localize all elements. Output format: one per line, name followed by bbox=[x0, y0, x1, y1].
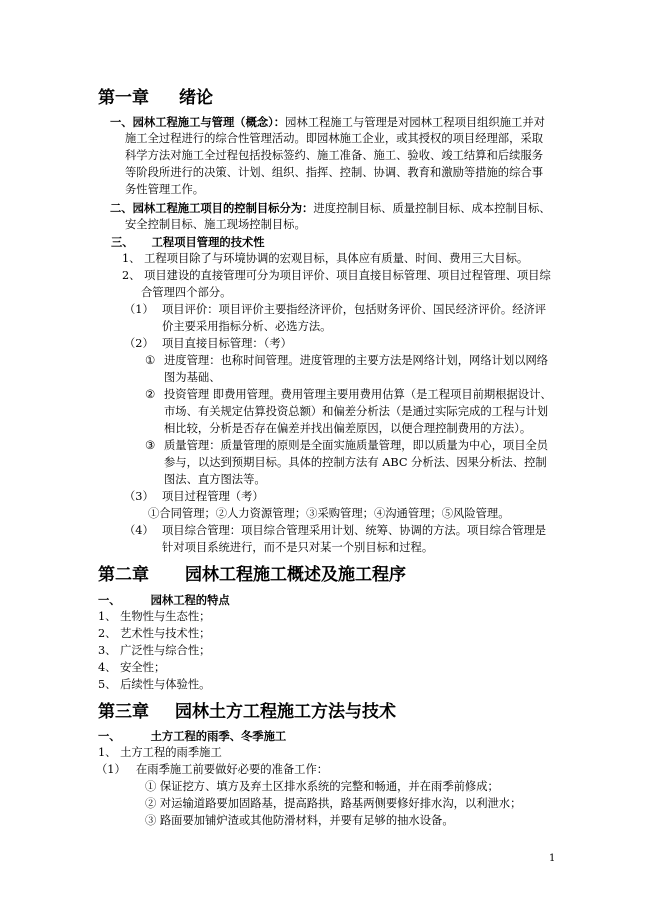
ch1-c3-line3: 图法、直方图法等。 bbox=[164, 473, 266, 486]
ch1-c2-line1: 投资管理 即费用管理。费用管理主要用费用估算（是工程项目前期根据设计、 bbox=[164, 388, 552, 401]
ch3-c2: ② 对运输道路要加固路基，提高路拱，路基两侧要修好排水沟，以利泄水； bbox=[145, 797, 522, 810]
chapter1-number: 第一章 bbox=[98, 88, 149, 108]
chapter2-number: 第二章 bbox=[98, 565, 149, 585]
ch1-s3-num: 三、 bbox=[111, 235, 134, 249]
ch2-item-5: 5、 后续性与体验性。 bbox=[98, 678, 211, 691]
ch1-p3-text: 项目过程管理（考） bbox=[162, 490, 264, 503]
ch3-p1-num: （1） bbox=[96, 763, 126, 776]
ch1-c2-num: ② bbox=[145, 388, 156, 401]
ch1-p4-line1: 项目综合管理：项目综合管理采用计划、统筹、协调的方法。项目综合管理是 bbox=[162, 524, 547, 537]
ch1-p2-text: 项目直接目标管理：（考） bbox=[162, 337, 292, 350]
ch3-s1-heading bbox=[98, 729, 286, 743]
ch1-c2-line3: 相比较，分析是否存在偏差并找出偏差原因，以便合理控制费用的方法）。 bbox=[164, 422, 532, 435]
ch2-item-1: 1、 生物性与生态性； bbox=[98, 610, 211, 623]
page-number: 1 bbox=[549, 853, 556, 864]
ch1-s3-title: 工程项目管理的技术性 bbox=[151, 235, 265, 249]
ch1-p3-items: ①合同管理；②人力资源管理；③采购管理；④沟通管理；⑤风险管理。 bbox=[148, 507, 510, 520]
ch2-item-4: 4、 安全性； bbox=[98, 661, 166, 674]
ch1-s1-label: 一、园林工程施工与管理（概念）： bbox=[110, 115, 286, 129]
ch3-s1-title: 土方工程的雨季、冬季施工 bbox=[150, 729, 287, 743]
ch1-p2-num: （2） bbox=[124, 337, 154, 350]
chapter3-heading bbox=[98, 702, 396, 722]
ch1-c3-line2: 参与，以达到预期目标。具体的控制方法有 ABC 分析法、因果分析法、控制 bbox=[164, 456, 547, 469]
ch1-c1-line2: 图为基础、 bbox=[164, 371, 221, 384]
ch1-s1-line1 bbox=[110, 115, 545, 130]
ch3-c3: ③ 路面要加铺炉渣或其他防滑材料，并要有足够的抽水设备。 bbox=[145, 814, 454, 827]
ch1-s2-line1 bbox=[110, 201, 551, 216]
ch3-c1: ① 保证挖方、填方及弃土区排水系统的完整和畅通，并在雨季前修成； bbox=[145, 780, 499, 793]
chapter2-title: 园林工程施工概述及施工程序 bbox=[185, 565, 406, 585]
ch3-item1: 1、 土方工程的雨季施工 bbox=[98, 746, 222, 759]
ch1-p3-num: （3） bbox=[124, 490, 154, 503]
ch1-p1-line2: 价主要采用指标分析、必选方法。 bbox=[162, 320, 332, 333]
ch1-c2-line2: 市场、有关规定估算投资总额）和偏差分析法（是通过实际完成的工程与计划 bbox=[164, 405, 549, 418]
ch2-s1-heading bbox=[98, 593, 230, 607]
ch1-s2-line2: 安全控制目标、施工现场控制目标。 bbox=[125, 218, 306, 231]
ch1-s1-line5: 务性管理工作。 bbox=[125, 183, 205, 196]
ch2-item-3: 3、 广泛性与综合性； bbox=[98, 644, 211, 657]
ch1-item2-line1: 2、 项目建设的直接管理可分为项目评价、项目直接目标管理、项目过程管理、项目综 bbox=[122, 269, 551, 282]
ch2-s1-num: 一、 bbox=[98, 593, 121, 607]
ch1-c1-line1: 进度管理：也称时间管理。进度管理的主要方法是网络计划，网络计划以网络 bbox=[164, 354, 549, 367]
ch1-s2-text1: 进度控制目标、质量控制目标、成本控制目标、 bbox=[313, 202, 551, 215]
ch1-p4-num: （4） bbox=[124, 524, 154, 537]
ch1-s1-line2: 施工全过程进行的综合性管理活动。即园林施工企业，或其授权的项目经理部，采取 bbox=[125, 132, 543, 145]
ch1-p1-num: （1） bbox=[124, 303, 154, 316]
ch1-s1-line4: 等阶段所进行的决策、计划、组织、指挥、控制、协调、教育和激励等措施的综合事 bbox=[125, 166, 543, 179]
chapter3-title: 园林土方工程施工方法与技术 bbox=[175, 702, 396, 722]
ch2-s1-title: 园林工程的特点 bbox=[150, 593, 230, 607]
ch1-item1: 1、 工程项目除了与环境协调的宏观目标，具体应有质量、时间、费用三大目标。 bbox=[122, 252, 529, 265]
ch1-c1-num: ① bbox=[145, 354, 156, 367]
ch1-c3-line1: 质量管理：质量管理的原则是全面实施质量管理，即以质量为中心，项目全员 bbox=[164, 439, 549, 452]
ch3-s1-num: 一、 bbox=[98, 729, 121, 743]
chapter1-heading bbox=[98, 88, 213, 108]
chapter2-heading bbox=[98, 565, 406, 585]
ch2-item-2: 2、 艺术性与技术性； bbox=[98, 627, 211, 640]
ch1-p4-line2: 针对项目系统进行，而不是只对某一个别目标和过程。 bbox=[162, 541, 434, 554]
chapter1-title: 绪论 bbox=[179, 88, 213, 108]
ch3-p1-text: 在雨季施工前要做好必要的准备工作： bbox=[136, 763, 329, 776]
ch1-s1-line3: 科学方法对施工全过程包括投标签约、施工准备、施工、验收、竣工结算和后续服务 bbox=[125, 149, 543, 162]
ch1-p1-line1: 项目评价：项目评价主要指经济评价，包括财务评价、国民经济评价。经济评 bbox=[162, 303, 547, 316]
ch1-item2-line2: 合管理四个部分。 bbox=[141, 286, 232, 299]
ch1-s2-label: 二、园林工程施工项目的控制目标分为： bbox=[110, 201, 314, 215]
ch1-c3-num: ③ bbox=[145, 439, 156, 452]
ch1-s1-text1: 园林工程施工与管理是对园林工程项目组织施工并对 bbox=[285, 116, 545, 129]
ch1-s3-heading bbox=[111, 235, 265, 249]
chapter3-number: 第三章 bbox=[98, 702, 149, 722]
